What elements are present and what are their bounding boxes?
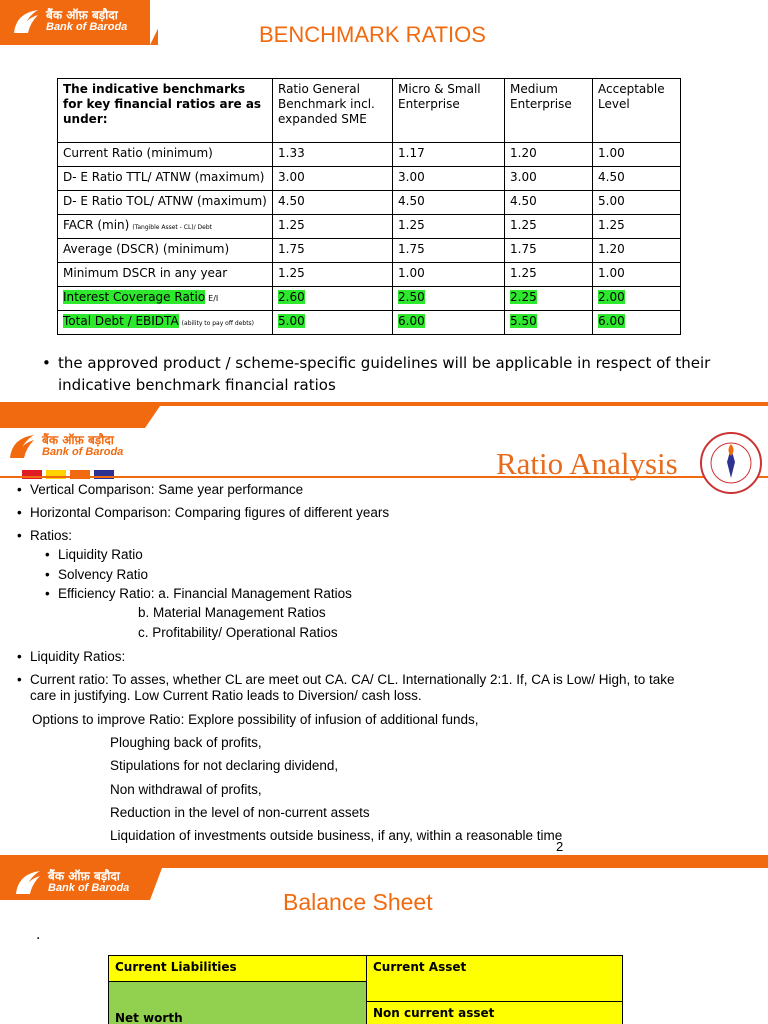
- cell-value: 1.25: [278, 218, 305, 232]
- cell-value: 2.60: [278, 290, 305, 304]
- table-row: [58, 167, 681, 191]
- cell-value: 1.00: [598, 266, 625, 280]
- list-item: • Liquidity Ratio: [45, 547, 143, 562]
- table-row: [58, 191, 681, 215]
- net-worth-cell: Net worth: [109, 982, 367, 1024]
- value-cell: [593, 311, 681, 335]
- slide-ratio-analysis: [0, 402, 768, 855]
- cell-value: 1.33: [278, 146, 305, 160]
- value-cell: [273, 311, 393, 335]
- baroda-sun-icon: [12, 7, 40, 35]
- value-cell: [593, 239, 681, 263]
- cell-value: 1.17: [398, 146, 425, 160]
- row-label: Current Ratio (minimum): [63, 146, 213, 160]
- table-row: [58, 143, 681, 167]
- header-band: [0, 855, 768, 868]
- value-cell: [273, 215, 393, 239]
- value-cell: [273, 287, 393, 311]
- cell-value: 3.00: [510, 170, 537, 184]
- value-cell: [393, 263, 505, 287]
- list-item: • Vertical Comparison: Same year performance: [17, 482, 304, 497]
- cell-value: 1.25: [278, 266, 305, 280]
- current-liabilities-cell: Current Liabilities: [109, 956, 367, 982]
- cell-value: 4.50: [278, 194, 305, 208]
- row-note: (ability to pay off debts): [181, 320, 255, 327]
- bank-name-english: Bank of Baroda: [48, 881, 130, 894]
- bank-name-hindi: बैंक ऑफ़ बड़ौदा: [48, 868, 120, 883]
- value-cell: [393, 167, 505, 191]
- cell-value: 6.00: [598, 314, 625, 328]
- slide-balance-sheet: [0, 855, 768, 1024]
- row-label: Total Debt / EBIDTA: [63, 314, 179, 328]
- value-cell: [273, 143, 393, 167]
- cell-value: 6.00: [398, 314, 425, 328]
- list-item: • Ratios:: [17, 528, 73, 543]
- value-cell: [505, 215, 593, 239]
- cell-value: 4.50: [598, 170, 625, 184]
- benchmark-table: [57, 78, 681, 335]
- value-cell: [273, 263, 393, 287]
- cell-value: 1.25: [510, 266, 537, 280]
- baroda-sun-icon: [14, 868, 42, 896]
- list-item: • Solvency Ratio: [45, 567, 149, 582]
- bank-name-hindi: बैंक ऑफ़ बड़ौदा: [46, 7, 118, 22]
- list-item: • Liquidity Ratios:: [17, 649, 126, 664]
- cell-value: 2.00: [598, 290, 625, 304]
- page-number: 2: [556, 839, 564, 854]
- list-item: Stipulations for not declaring dividend,: [110, 758, 339, 773]
- list-item: Options to improve Ratio: Explore possibility of infusion of additional funds,: [32, 712, 479, 727]
- bank-name-english: Bank of Baroda: [42, 445, 124, 458]
- list-item: Ploughing back of profits,: [110, 735, 262, 750]
- list-item: Liquidation of investments outside business, if any, within a reasonable time: [110, 828, 563, 843]
- bank-logo: [8, 432, 123, 460]
- cell-value: 5.00: [278, 314, 305, 328]
- value-cell: [505, 311, 593, 335]
- value-cell: [273, 167, 393, 191]
- cell-value: 2.25: [510, 290, 537, 304]
- table-row: [58, 239, 681, 263]
- cell-value: 1.75: [398, 242, 425, 256]
- row-label-cell: [58, 263, 273, 287]
- value-cell: [505, 143, 593, 167]
- row-label: Minimum DSCR in any year: [63, 266, 228, 280]
- cell-value: 1.75: [510, 242, 537, 256]
- row-label-cell: [58, 143, 273, 167]
- header-cell: Ratio General Benchmark incl. expanded SME: [273, 79, 393, 143]
- table-row: [58, 263, 681, 287]
- list-item: • Horizontal Comparison: Comparing figures of different years: [17, 505, 390, 520]
- value-cell: [593, 191, 681, 215]
- list-item: care in justifying. Low Current Ratio leads to Diversion/ cash loss.: [30, 688, 422, 703]
- academy-emblem-icon: [700, 432, 762, 494]
- cell-value: 1.25: [510, 218, 537, 232]
- list-item: Non withdrawal of profits,: [110, 782, 262, 797]
- value-cell: [393, 191, 505, 215]
- slide-title: BENCHMARK RATIOS: [259, 22, 486, 47]
- slide-title: Ratio Analysis: [496, 446, 678, 481]
- row-label-cell: [58, 287, 273, 311]
- cell-value: 1.20: [510, 146, 537, 160]
- bank-logo: [14, 868, 129, 896]
- row-label-cell: [58, 215, 273, 239]
- list-item: • Current ratio: To asses, whether CL are meet out CA. CA/ CL. Internationally 2:1. If, CA is Low/ High, to take: [17, 672, 675, 687]
- cell-value: 3.00: [398, 170, 425, 184]
- cell-value: 1.00: [398, 266, 425, 280]
- value-cell: [593, 263, 681, 287]
- value-cell: [393, 287, 505, 311]
- header-band: [0, 402, 768, 428]
- slide-benchmark-ratios: [0, 0, 768, 402]
- bank-name-english: Bank of Baroda: [46, 20, 128, 33]
- non-current-asset-cell: Non current asset: [367, 1002, 623, 1024]
- cell-value: 1.25: [598, 218, 625, 232]
- row-label: FACR (min): [63, 218, 130, 232]
- row-label: Interest Coverage Ratio: [63, 290, 206, 304]
- list-item: c. Profitability/ Operational Ratios: [138, 625, 338, 640]
- value-cell: [273, 239, 393, 263]
- row-label-cell: [58, 191, 273, 215]
- stray-dot: .: [36, 927, 41, 943]
- baroda-sun-icon: [8, 432, 36, 460]
- balance-sheet-table: [108, 955, 623, 1024]
- header-cell: The indicative benchmarks for key financial ratios are as under:: [58, 79, 273, 143]
- header-cell: Micro & Small Enterprise: [393, 79, 505, 143]
- cell-value: 1.00: [598, 146, 625, 160]
- value-cell: [505, 167, 593, 191]
- row-note: E/I: [208, 294, 219, 303]
- bank-logo: [12, 7, 127, 35]
- list-item: • Efficiency Ratio: a. Financial Management Ratios: [45, 586, 352, 601]
- value-cell: [273, 191, 393, 215]
- table-row: [58, 215, 681, 239]
- value-cell: [593, 143, 681, 167]
- table-header-row: [58, 79, 681, 143]
- value-cell: [593, 287, 681, 311]
- value-cell: [505, 263, 593, 287]
- cell-value: 4.50: [510, 194, 537, 208]
- table-row: [58, 311, 681, 335]
- value-cell: [393, 215, 505, 239]
- value-cell: [593, 215, 681, 239]
- value-cell: [505, 191, 593, 215]
- list-item: b. Material Management Ratios: [138, 605, 326, 620]
- row-label-cell: [58, 239, 273, 263]
- value-cell: [393, 143, 505, 167]
- logo-color-strip: [22, 464, 142, 474]
- row-label: D- E Ratio TOL/ ATNW (maximum): [63, 194, 267, 208]
- value-cell: [505, 239, 593, 263]
- row-label-cell: [58, 311, 273, 335]
- cell-value: 4.50: [398, 194, 425, 208]
- cell-value: 2.50: [398, 290, 425, 304]
- cell-value: 5.00: [598, 194, 625, 208]
- value-cell: [393, 311, 505, 335]
- bank-name-hindi: बैंक ऑफ़ बड़ौदा: [42, 432, 114, 447]
- slide-title: Balance Sheet: [283, 889, 433, 915]
- row-note: (Tangible Asset - CL)/ Debt: [132, 224, 213, 231]
- header-cell: Medium Enterprise: [505, 79, 593, 143]
- current-asset-cell: Current Asset: [367, 956, 623, 1002]
- list-item: Reduction in the level of non-current assets: [110, 805, 370, 820]
- cell-value: 1.75: [278, 242, 305, 256]
- row-label: Average (DSCR) (minimum): [63, 242, 230, 256]
- cell-value: 5.50: [510, 314, 537, 328]
- value-cell: [393, 239, 505, 263]
- header-cell: Acceptable Level: [593, 79, 681, 143]
- table-row: [58, 287, 681, 311]
- row-label-cell: [58, 167, 273, 191]
- value-cell: [505, 287, 593, 311]
- guidelines-note: • the approved product / scheme-specific guidelines will be applicable in respect of their indicative benchmark financial ratios: [42, 352, 742, 396]
- row-label: D- E Ratio TTL/ ATNW (maximum): [63, 170, 265, 184]
- cell-value: 1.25: [398, 218, 425, 232]
- cell-value: 3.00: [278, 170, 305, 184]
- value-cell: [593, 167, 681, 191]
- cell-value: 1.20: [598, 242, 625, 256]
- guidelines-text: the approved product / scheme-specific guidelines will be applicable in respect of their indicative benchmark financial ratios: [58, 354, 711, 394]
